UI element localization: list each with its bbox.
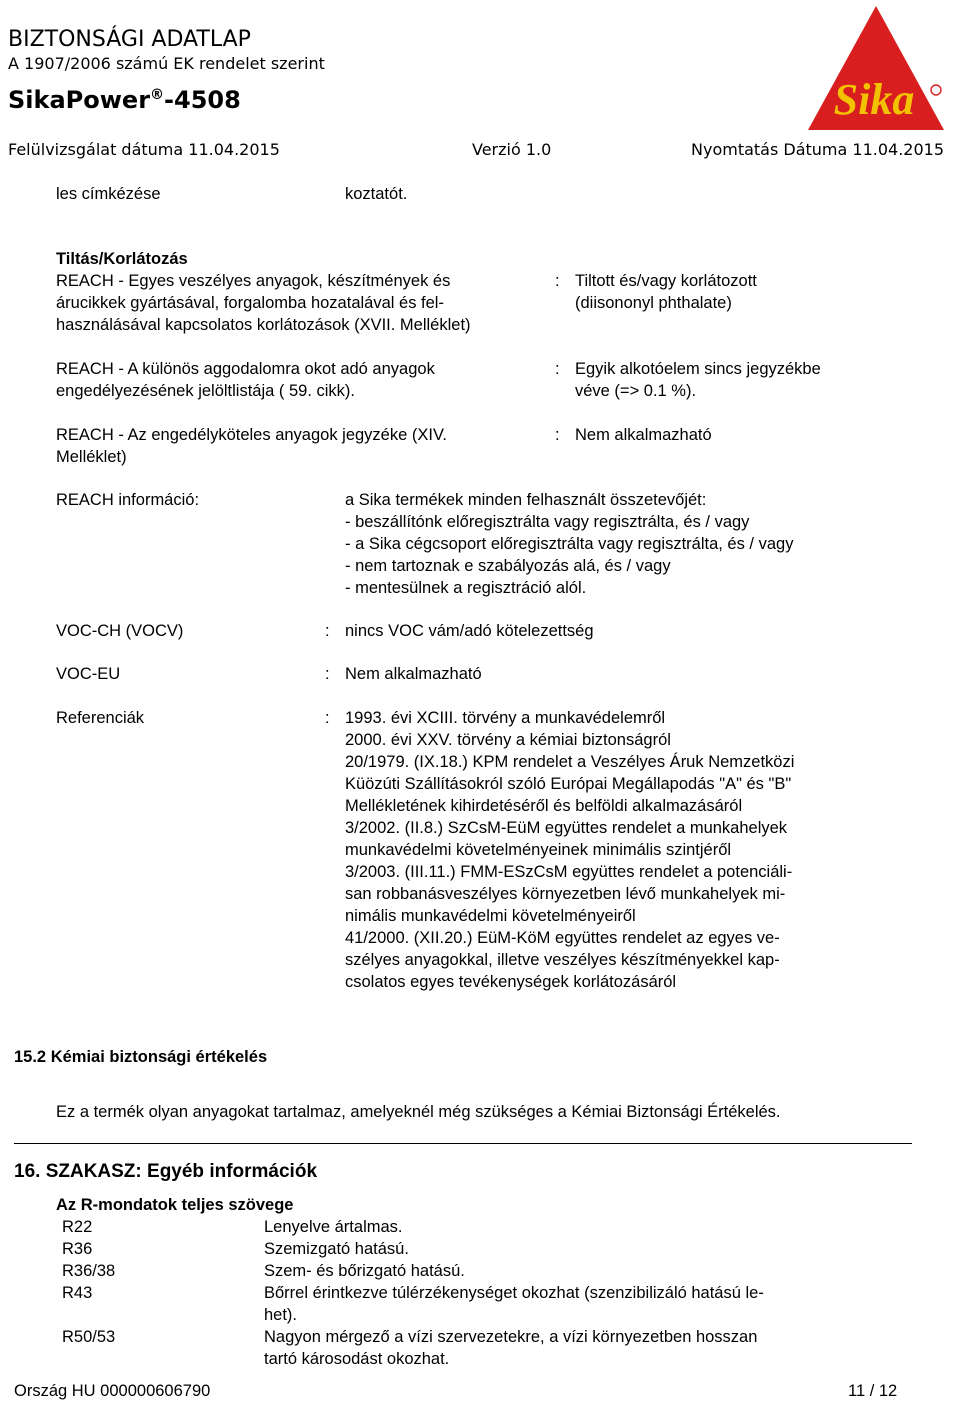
regulation-subtitle: A 1907/2006 számú EK rendelet szerint (8, 54, 325, 73)
r-phrases-subheading: Az R-mondatok teljes szövege (56, 1196, 294, 1214)
voc-ch-label: VOC-CH (VOCV) (56, 622, 184, 640)
r-phrase-text: Szem- és bőrizgató hatású. (264, 1262, 465, 1280)
restriction-heading: Tiltás/Korlátozás (56, 250, 188, 268)
product-brand: SikaPower (8, 86, 151, 114)
registered-mark: ® (150, 87, 165, 103)
voc-eu-label: VOC-EU (56, 665, 121, 683)
reference-line: : 1993. évi XCIII. törvény a munkavédelemről (345, 709, 666, 727)
reference-line: csolatos egyes tevékenységek korlátozásáról (345, 973, 677, 991)
restriction-value-svhc (575, 358, 955, 402)
label-line: Melléklet) (56, 448, 127, 466)
value-line: : Tiltott és/vagy korlátozott (575, 272, 757, 290)
reach-line: - nem tartoznak e szabályozás alá, és / vagy (345, 557, 671, 575)
voc-eu-value: : Nem alkalmazható (345, 663, 482, 685)
label-line: REACH - A különös aggodalomra okot adó anyagok (56, 360, 435, 378)
label-line: REACH - Egyes veszélyes anyagok, készítmények és (56, 272, 451, 290)
r-phrase-text: Nagyon mérgező a vízi szervezetekre, a vízi környezetben hosszan (264, 1328, 758, 1346)
value-line: véve (=> 0.1 %). (575, 382, 697, 400)
reference-line: 3/2003. (III.11.) FMM-ESzCsM együttes rendelet a potenciáli- (345, 863, 793, 881)
restriction-label-svhc (56, 358, 556, 402)
version-label: Verzió 1.0 (472, 140, 552, 159)
label-line: árucikkek gyártásával, forgalomba hozatalával és fel- (56, 294, 444, 312)
reference-line: Küözúti Szállításokról szóló Európai Megállapodás "A" és "B" (345, 775, 792, 793)
reach-info-text (345, 489, 945, 599)
reference-line: 3/2002. (II.8.) SzCsM-EüM együttes rendelet a munkahelyek (345, 819, 788, 837)
reach-line: - a Sika cégcsoport előregisztrálta vagy regisztrálta, és / vagy (345, 535, 794, 553)
reference-line: szélyes anyagokkal, illetve veszélyes készítményekkel kap- (345, 951, 780, 969)
reference-line: 20/1979. (IX.18.) KPM rendelet a Veszélyes Áruk Nemzetközi (345, 753, 795, 771)
revision-date: Felülvizsgálat dátuma 11.04.2015 (8, 140, 280, 159)
r-phrase-text: Szemizgató hatású. (264, 1240, 409, 1258)
reference-line: san robbanásveszélyes környezetben lévő munkahelyek mi- (345, 885, 786, 903)
footer-country: Ország HU 000000606790 (14, 1382, 211, 1400)
r-phrase-text: Lenyelve ártalmas. (264, 1218, 403, 1236)
reference-line: Mellékletének kihirdetéséről és belföldi alkalmazásáról (345, 797, 743, 815)
reach-line: - beszállítónk előregisztrálta vagy regisztrálta, és / vagy (345, 513, 750, 531)
sika-logo (806, 4, 946, 132)
restriction-value-xiv (575, 424, 955, 446)
value-line: : Egyik alkotóelem sincs jegyzékbe (575, 360, 821, 378)
section-15-2-text: Ez a termék olyan anyagokat tartalmaz, amelyeknél még szükséges a Kémiai Biztonsági Értékelés. (56, 1103, 781, 1121)
voc-ch-value: : nincs VOC vám/adó kötelezettség (345, 620, 594, 642)
reach-line: a Sika termékek minden felhasznált összetevőjét: (345, 491, 707, 509)
value-line: : Nem alkalmazható (575, 426, 712, 444)
section-16-heading: 16. SZAKASZ: Egyéb információk (14, 1161, 318, 1182)
section-15-2-heading: 15.2 Kémiai biztonsági értékelés (14, 1048, 268, 1066)
logo-wordmark: Sika (833, 75, 915, 124)
label-line: REACH - Az engedélyköteles anyagok jegyzéke (XIV. (56, 426, 448, 444)
reference-line: 2000. évi XXV. törvény a kémiai biztonságról (345, 731, 671, 749)
r-phrase-text: Bőrrel érintkezve túlérzékenységet okozhat (szenzibilizáló hatású le- (264, 1284, 764, 1302)
label-line: engedélyezésének jelöltlistája ( 59. cikk). (56, 382, 355, 400)
references-text (345, 707, 945, 993)
document-title: BIZTONSÁGI ADATLAP (8, 27, 251, 52)
reference-line: nimális munkavédelmi követelményeiről (345, 907, 636, 925)
r-phrase-code: R36 (62, 1240, 93, 1258)
label-line: használásával kapcsolatos korlátozások (XVII. Melléklet) (56, 316, 471, 334)
row-label-cimkezes: les címkézése (56, 185, 161, 203)
r-phrase-code: R43 (62, 1284, 93, 1302)
product-name (8, 80, 241, 115)
r-phrase-code: R36/38 (62, 1262, 116, 1280)
row-value-cimkezes: koztatót. (345, 185, 408, 203)
logo-registered-circle (931, 85, 941, 95)
r-phrase-code: R22 (62, 1218, 93, 1236)
reach-line: - mentesülnek a regisztráció alól. (345, 579, 587, 597)
restriction-label-xvii (56, 270, 556, 336)
reference-line: 41/2000. (XII.20.) EüM-KöM együttes rendelet az egyes ve- (345, 929, 780, 947)
restriction-label-xiv (56, 424, 556, 468)
restriction-value-xvii (575, 270, 955, 314)
footer-page-number: 11 / 12 (848, 1382, 898, 1400)
product-code: -4508 (164, 86, 241, 114)
reach-info-label: REACH információ: (56, 491, 200, 509)
reference-line: munkavédelmi követelményeinek minimális szintjéről (345, 841, 732, 859)
references-label: Referenciák (56, 709, 145, 727)
r-phrase-text-cont: het). (264, 1306, 298, 1324)
r-phrase-code: R50/53 (62, 1328, 116, 1346)
value-line: (diisononyl phthalate) (575, 294, 732, 312)
print-date: Nyomtatás Dátuma 11.04.2015 (691, 140, 945, 159)
section-divider (14, 1143, 912, 1144)
r-phrase-text-cont: tartó károsodást okozhat. (264, 1350, 450, 1368)
